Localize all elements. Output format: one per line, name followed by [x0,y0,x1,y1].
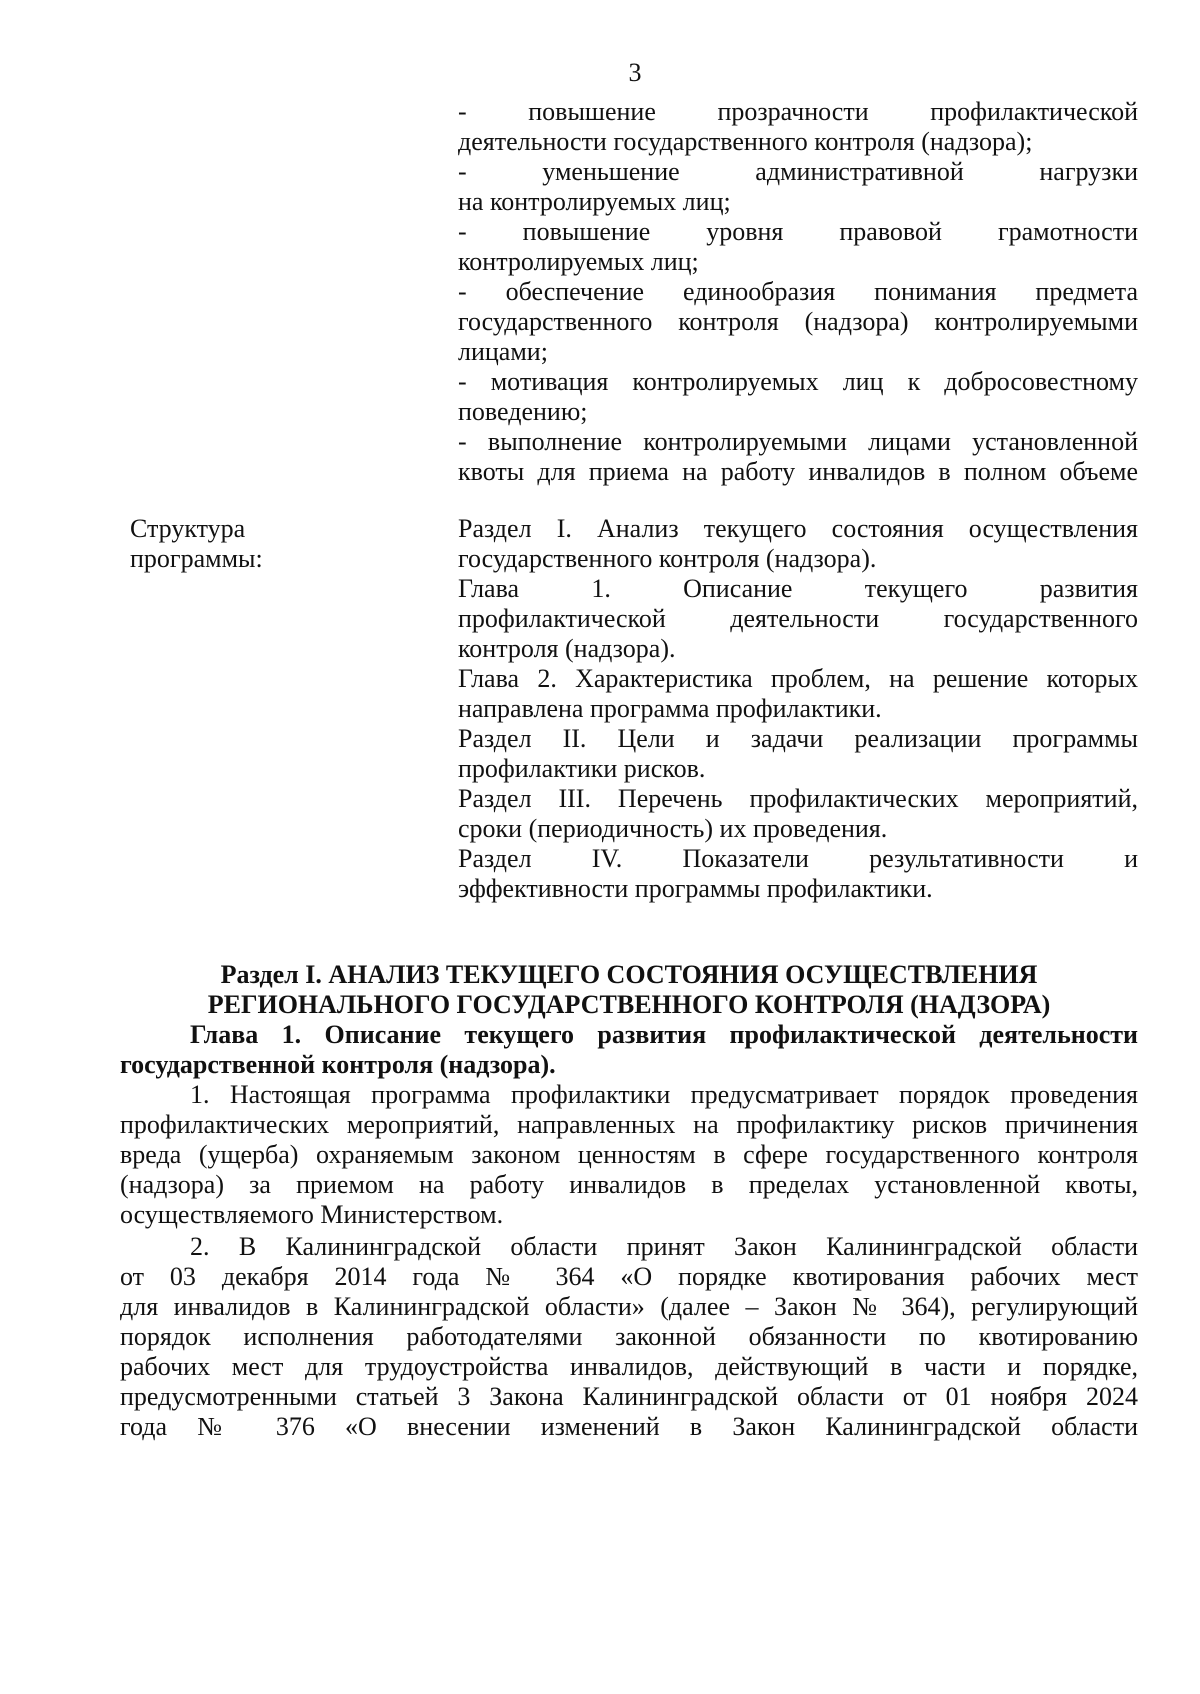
goals-line: - уменьшение административной нагрузки [458,157,1138,186]
goals-line: государственного контроля (надзора) контролируемыми [458,307,1138,336]
structure-line: направлена программа профилактики. [458,694,882,723]
paragraph-line: предусмотренными статьей 3 Закона Калининградской области от 01 ноября 2024 [120,1382,1138,1411]
goals-line: - мотивация контролируемых лиц к добросовестному [458,367,1138,396]
goals-line: деятельности государственного контроля (надзора); [458,127,1033,156]
paragraph-line: порядок исполнения работодателями законной обязанности по квотированию [120,1322,1138,1351]
structure-line: сроки (периодичность) их проведения. [458,814,888,843]
structure-line: контроля (надзора). [458,634,676,663]
section-heading: РЕГИОНАЛЬНОГО ГОСУДАРСТВЕННОГО КОНТРОЛЯ (НАДЗОРА) [207,990,1051,1019]
chapter-heading: Глава 1. Описание текущего развития профилактической деятельности [190,1020,1138,1049]
page-number: 3 [628,58,642,87]
structure-line: эффективности программы профилактики. [458,874,933,903]
goals-line: - выполнение контролируемыми лицами установленной [458,427,1138,456]
structure-line: Раздел II. Цели и задачи реализации программы [458,724,1138,753]
structure-line: Раздел III. Перечень профилактических мероприятий, [458,784,1138,813]
section-heading: Раздел I. АНАЛИЗ ТЕКУЩЕГО СОСТОЯНИЯ ОСУЩЕСТВЛЕНИЯ [220,960,1038,989]
structure-line: профилактики рисков. [458,754,706,783]
structure-line: Раздел IV. Показатели результативности и [458,844,1138,873]
structure-label: программы: [130,544,263,573]
goals-line: на контролируемых лиц; [458,187,731,216]
paragraph-line: рабочих мест для трудоустройства инвалидов, действующий в части и порядке, [120,1352,1138,1381]
paragraph-line: вреда (ущерба) охраняемым законом ценностям в сфере государственного контроля [120,1140,1138,1169]
paragraph-line: от 03 декабря 2014 года № 364 «О порядке квотирования рабочих мест [120,1262,1138,1291]
goals-line: - обеспечение единообразия понимания предмета [458,277,1138,306]
structure-line: Раздел I. Анализ текущего состояния осуществления [458,514,1138,543]
paragraph-line: 2. В Калининградской области принят Закон Калининградской области [190,1232,1138,1261]
goals-line: лицами; [458,337,548,366]
structure-line: Глава 1. Описание текущего развития [458,574,1138,603]
structure-line: государственного контроля (надзора). [458,544,877,573]
paragraph-line: 1. Настоящая программа профилактики предусматривает порядок проведения [190,1080,1138,1109]
paragraph-line: осуществляемого Министерством. [120,1200,504,1229]
paragraph-line: (надзора) за приемом на работу инвалидов в пределах установленной квоты, [120,1170,1138,1199]
goals-line: - повышение прозрачности профилактической [458,97,1138,126]
goals-line: поведению; [458,397,588,426]
structure-label: Структура [130,514,246,543]
structure-line: Глава 2. Характеристика проблем, на решение которых [458,664,1138,693]
paragraph-line: профилактических мероприятий, направленных на профилактику рисков причинения [120,1110,1138,1139]
paragraph-line: для инвалидов в Калининградской области» (далее – Закон № 364), регулирующий [120,1292,1138,1321]
structure-line: профилактической деятельности государственного [458,604,1138,633]
goals-line: - повышение уровня правовой грамотности [458,217,1138,246]
goals-line: контролируемых лиц; [458,247,699,276]
paragraph-line: года № 376 «О внесении изменений в Закон Калининградской области [120,1412,1138,1441]
chapter-heading: государственной контроля (надзора). [120,1050,556,1079]
goals-line: квоты для приема на работу инвалидов в полном объеме [458,457,1138,486]
